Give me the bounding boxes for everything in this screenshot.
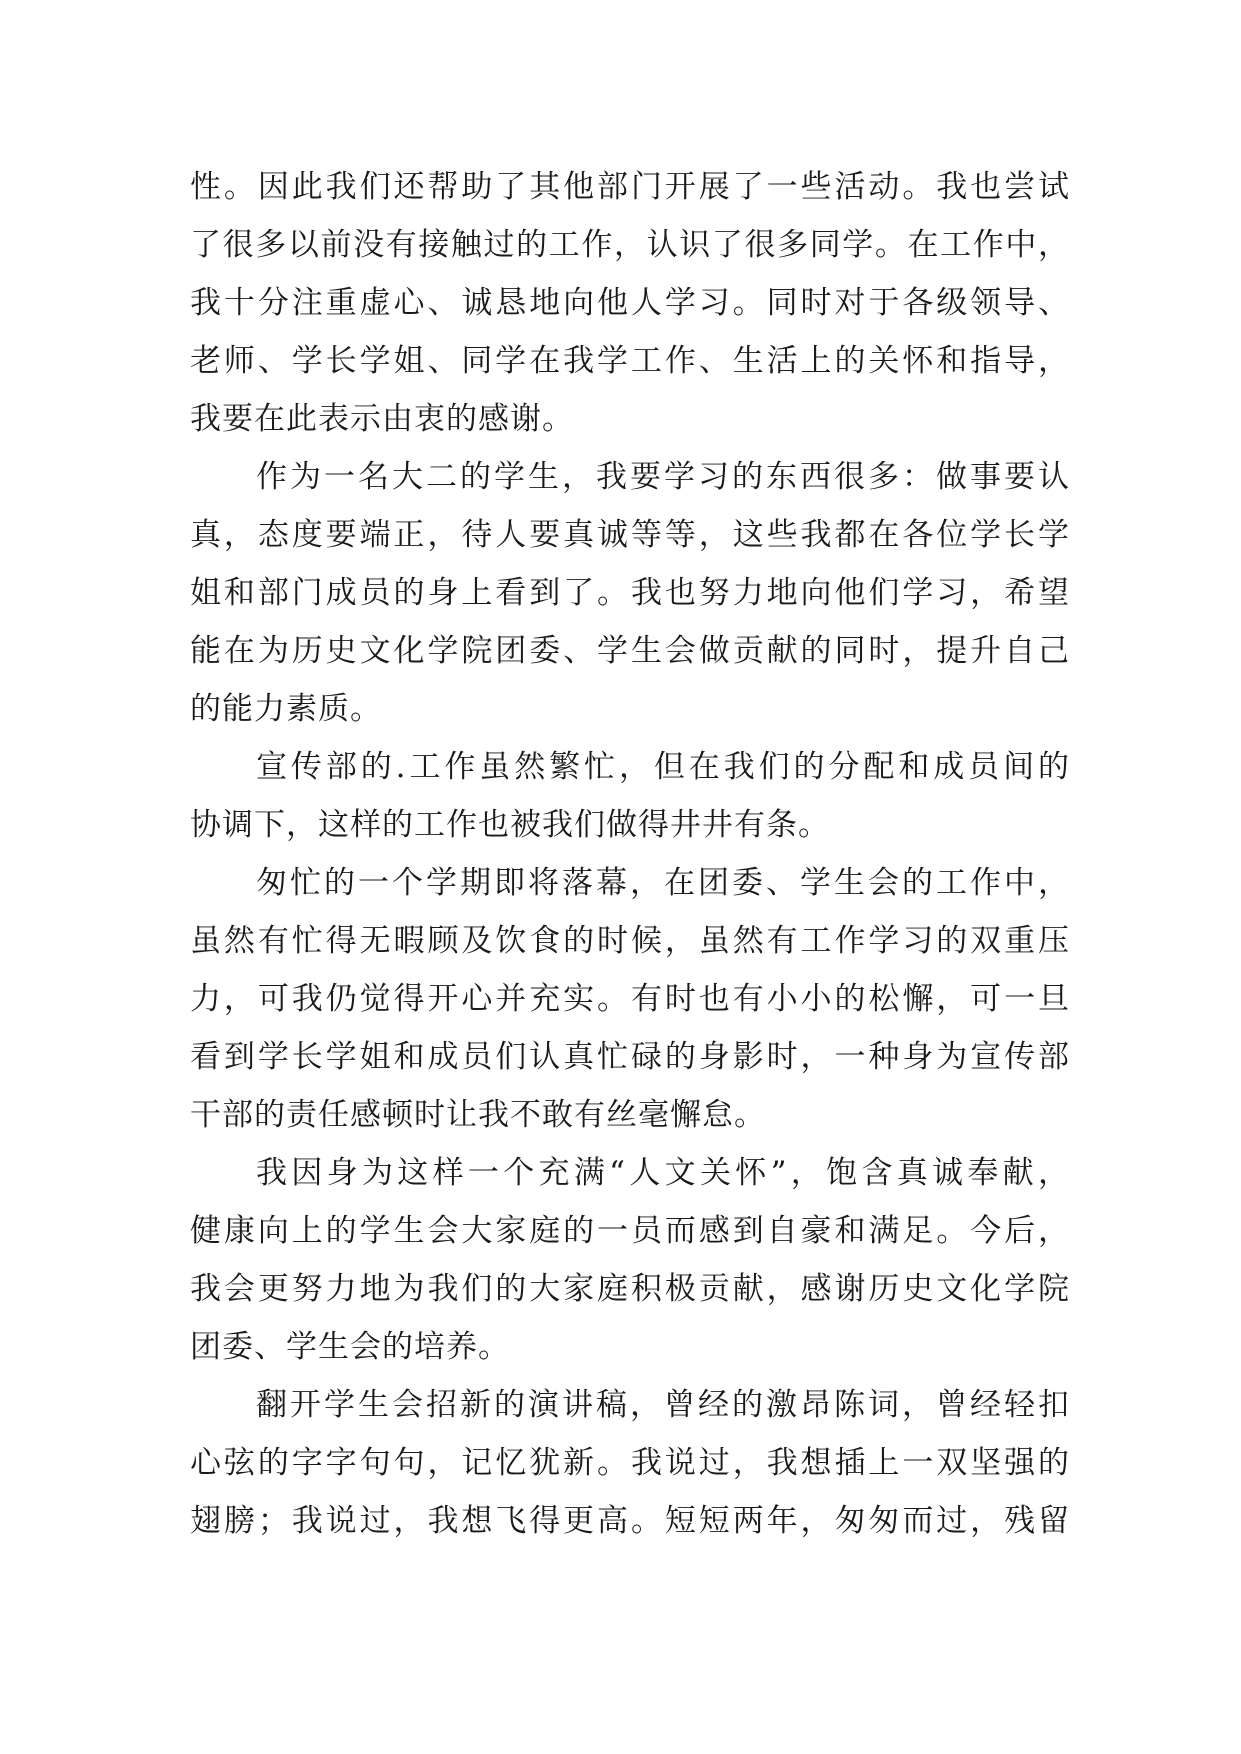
- paragraph-line: 虽然有忙得无暇顾及饮食的时候，虽然有工作学习的双重压: [190, 923, 1070, 959]
- paragraph-line: 力，可我仍觉得开心并充实。有时也有小小的松懈，可一旦: [190, 981, 1070, 1017]
- paragraph-line: 作为一名大二的学生，我要学习的东西很多：做事要认: [256, 459, 1070, 495]
- paragraph-line: 翅膀；我说过，我想飞得更高。短短两年，匆匆而过，残留: [190, 1503, 1070, 1539]
- paragraph-line: 的能力素质。: [190, 691, 382, 727]
- paragraph-line: 姐和部门成员的身上看到了。我也努力地向他们学习，希望: [190, 575, 1070, 611]
- paragraph-line: 匆忙的一个学期即将落幕，在团委、学生会的工作中，: [256, 865, 1070, 901]
- paragraph-line: 我会更努力地为我们的大家庭积极贡献，感谢历史文化学院: [190, 1271, 1070, 1307]
- paragraph-line: 心弦的字字句句，记忆犹新。我说过，我想插上一双坚强的: [190, 1445, 1070, 1481]
- paragraph-line: 能在为历史文化学院团委、学生会做贡献的同时，提升自己: [190, 633, 1070, 669]
- document-body-text: [190, 158, 1070, 1550]
- paragraph-line: 团委、学生会的培养。: [190, 1329, 510, 1365]
- paragraph-line: 健康向上的学生会大家庭的一员而感到自豪和满足。今后，: [190, 1213, 1070, 1249]
- paragraph-line: 看到学长学姐和成员们认真忙碌的身影时，一种身为宣传部: [190, 1039, 1070, 1075]
- paragraph-line: 性。因此我们还帮助了其他部门开展了一些活动。我也尝试: [190, 169, 1070, 205]
- paragraph-line: 我十分注重虚心、诚恳地向他人学习。同时对于各级领导、: [190, 285, 1070, 321]
- paragraph-line: 干部的责任感顿时让我不敢有丝毫懈怠。: [190, 1097, 766, 1133]
- paragraph-line: 协调下，这样的工作也被我们做得井井有条。: [190, 807, 830, 843]
- paragraph-line: 老师、学长学姐、同学在我学工作、生活上的关怀和指导，: [190, 343, 1070, 379]
- paragraph-line: 了很多以前没有接触过的工作，认识了很多同学。在工作中，: [190, 227, 1070, 263]
- paragraph-line: 我要在此表示由衷的感谢。: [190, 401, 574, 437]
- paragraph-line: 宣传部的.工作虽然繁忙，但在我们的分配和成员间的: [256, 749, 1070, 785]
- paragraph-line: 我因身为这样一个充满“人文关怀”，饱含真诚奉献，: [256, 1155, 1070, 1191]
- paragraph-line: 真，态度要端正，待人要真诚等等，这些我都在各位学长学: [190, 517, 1070, 553]
- paragraph-line: 翻开学生会招新的演讲稿，曾经的激昂陈词，曾经轻扣: [256, 1387, 1070, 1423]
